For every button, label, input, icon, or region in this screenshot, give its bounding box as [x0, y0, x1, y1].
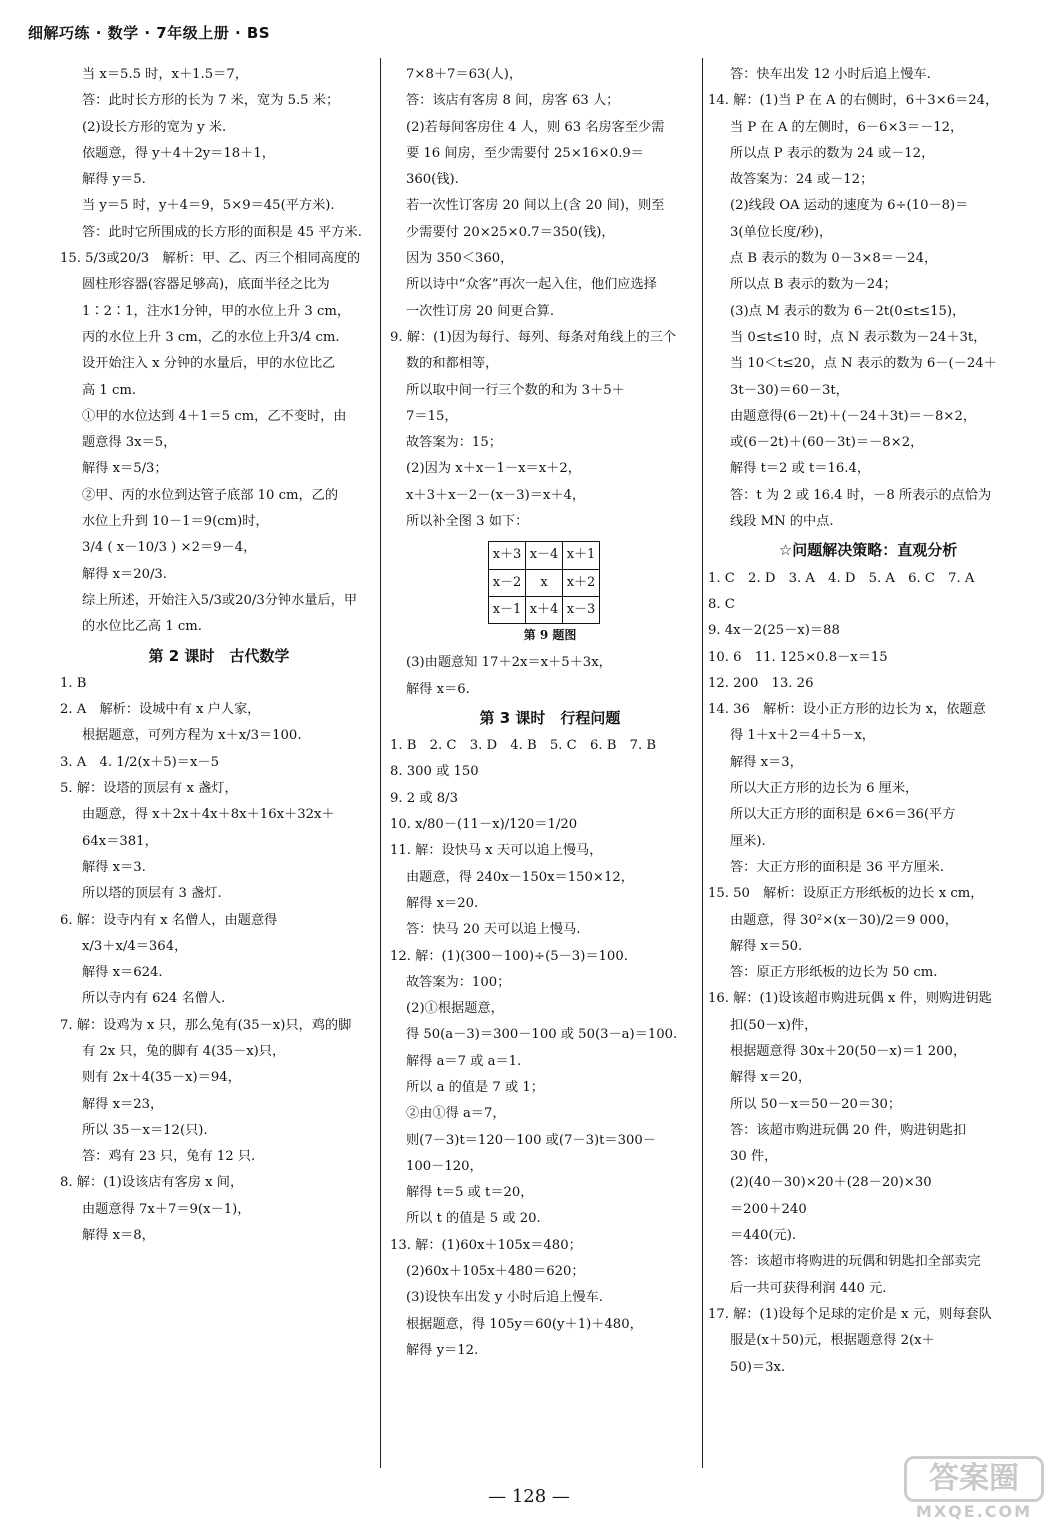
text-line: 所以 35－x＝12(只). [82, 1122, 208, 1138]
text-line: 答：大正方形的面积是 36 平方厘米. [730, 859, 944, 875]
col3-lines [708, 62, 1028, 535]
text-line: 1. B 2. C 3. D 4. B 5. C 6. B 7. B [390, 738, 657, 754]
text-line: (2)因为 x＋x－1－x＝x＋2， [406, 461, 581, 477]
text-line: 当 0≤t≤10 时，点 N 表示数为－24＋3t， [730, 329, 987, 345]
text-line: 题意得 3x＝5， [82, 435, 177, 451]
watermark-text: 答案圈 [904, 1456, 1044, 1502]
text-line: 厘米). [730, 833, 766, 849]
text-line: 要 16 间房，至少需要付 25×16×0.9＝ [406, 145, 644, 161]
text-line: 由题意得(6－2t)＋(－24＋3t)＝－8×2， [730, 408, 977, 424]
figure-caption: 第 9 题图 [523, 628, 577, 643]
text-line: 答：快车出发 12 小时后追上慢车. [730, 67, 931, 82]
text-line: 解得 t＝5 或 t＝20， [406, 1185, 534, 1201]
text-line: 由题意得 7x＋7＝9(x－1)， [82, 1201, 251, 1217]
text-line: 所以点 P 表示的数为 24 或－12， [730, 145, 935, 161]
text-line: 答：鸡有 23 只，兔有 12 只. [82, 1149, 256, 1165]
grid-row [489, 569, 600, 596]
text-line: 解得 x＝20/3. [82, 566, 167, 582]
text-line: 或(6－2t)＋(60－3t)＝－8×2， [730, 435, 924, 451]
col1-lines [60, 62, 378, 641]
text-line: (2)线段 OA 运动的速度为 6÷(10－8)＝ [730, 198, 969, 214]
text-line: 水位上升到 10－1＝9(cm)时， [82, 514, 269, 530]
column-divider [380, 58, 381, 1468]
text-line: 7＝15， [406, 408, 458, 424]
text-line: 360(钱). [406, 172, 459, 188]
text-line: 所以大正方形的边长为 6 厘米， [730, 781, 919, 797]
text-line: 圆柱形容器(容器足够高)，底面半径之比为 [82, 277, 330, 293]
text-line: 解得 x＝5/3； [82, 461, 168, 477]
text-line: 所以 50－x＝50－20＝30； [730, 1096, 902, 1112]
text-line: 所以诗中“众客”再次一起入住，他们应选择 [406, 277, 657, 293]
text-line: 解得 y＝5. [82, 172, 146, 188]
text-line: 10. 6 11. 125×0.8－x＝15 [708, 649, 888, 665]
grid-row [489, 596, 600, 623]
text-line: 所以寺内有 624 名僧人. [82, 991, 226, 1007]
text-line: ②甲、丙的水位到达管子底部 10 cm，乙的 [82, 487, 339, 503]
text-line: 解得 x＝20， [730, 1070, 812, 1086]
text-line: 扣(50－x)件， [730, 1017, 818, 1033]
text-line: 依题意，得 y＋4＋2y＝18＋1， [82, 145, 275, 161]
text-line: 后一共可获得利润 440 元. [730, 1280, 887, 1296]
text-line: 1∶2∶1，注水1分钟，甲的水位上升 3 cm， [82, 303, 351, 319]
text-line: 答：该超市将购进的玩偶和钥匙扣全部卖完 [730, 1254, 981, 1270]
col3b-lines [708, 566, 1028, 1381]
text-line: 12. 200 13. 26 [708, 675, 814, 691]
text-line: 50)＝3x. [730, 1359, 786, 1375]
text-line: 所以 a 的值是 7 或 1； [406, 1079, 544, 1095]
text-line: (2)若每间客房住 4 人，则 63 名房客至少需 [406, 119, 665, 135]
section-title-ancient-math: 第 2 课时 古代数学 [148, 646, 290, 665]
text-line: 所以点 B 表示的数为－24； [730, 277, 897, 293]
page-header: 细解巧练 · 数学 · 7年级上册 · BS [28, 24, 271, 42]
text-line: 根据题意，得 105y＝60(y＋1)＋480， [406, 1316, 643, 1332]
text-line: 答：此时它所围成的长方形的面积是 45 平方米. [82, 224, 362, 240]
text-line: 3(单位长度/秒)， [730, 224, 833, 240]
text-line: 当 y＝5 时，y＋4＝9，5×9＝45(平方米). [82, 198, 335, 214]
grid-cell: x [526, 569, 563, 596]
text-line: 根据题意，可列方程为 x＋x/3＝100. [82, 728, 302, 744]
text-line: 得 50(a－3)＝300－100 或 50(3－a)＝100. [406, 1027, 678, 1043]
text-line: 30 件， [730, 1149, 778, 1165]
text-line: 3t－30)＝60－3t， [730, 382, 849, 398]
text-line: 8. 300 或 150 [390, 764, 479, 780]
text-line: 8. C [708, 596, 735, 612]
text-line: x/3＋x/4＝364， [82, 938, 188, 954]
section-title-travel-problems: 第 3 课时 行程问题 [479, 708, 621, 727]
text-line: 少需要付 20×25×0.7＝350(钱)， [406, 224, 615, 240]
text-line: 13. 解：(1)60x＋105x＝480； [390, 1237, 582, 1253]
text-line: (3)由题意知 17＋2x＝x＋5＋3x， [406, 655, 612, 671]
text-line: 有 2x 只，兔的脚有 4(35－x)只， [82, 1043, 286, 1059]
text-line: 1. B [60, 675, 87, 691]
text-line: 11. 解：设快马 x 天可以追上慢马， [390, 843, 603, 859]
text-line: 答：该超市购进玩偶 20 件，购进钥匙扣 [730, 1122, 967, 1138]
text-line: 9. 4x－2(25－x)＝88 [708, 623, 840, 639]
text-line: 丙的水位上升 3 cm，乙的水位上升3/4 cm. [82, 329, 340, 345]
text-line: 综上所述，开始注入5/3或20/3分钟水量后，甲 [82, 592, 358, 608]
text-line: ①甲的水位达到 4＋1＝5 cm，乙不变时，由 [82, 408, 347, 424]
text-line: 17. 解：(1)设每个足球的定价是 x 元，则每套队 [708, 1306, 992, 1322]
text-line: 所以大正方形的面积是 6×6＝36(平方 [730, 807, 956, 823]
text-line: 64x＝381， [82, 833, 158, 849]
text-line: 答：t 为 2 或 16.4 时，－8 所表示的点恰为 [730, 487, 992, 503]
text-line: 9. 2 或 8/3 [390, 790, 458, 806]
text-line: 15. 50 解析：设原正方形纸板的边长 x cm， [708, 886, 984, 902]
text-line: 当 10＜t≤20，点 N 表示的数为 6－(－24＋ [730, 356, 997, 372]
text-line: 答：该店有客房 8 间，房客 63 人； [406, 93, 620, 109]
col2b-lines [390, 650, 710, 703]
column-2 [390, 62, 710, 1364]
text-line: 1. C 2. D 3. A 4. D 5. A 6. C 7. A [708, 570, 975, 586]
text-line: 3. A 4. 1/2(x＋5)＝x－5 [60, 754, 219, 770]
text-line: 解得 x＝20. [406, 895, 479, 911]
text-line: 10. x/80－(11－x)/120＝1/20 [390, 817, 578, 833]
grid-cell: x＋4 [526, 596, 563, 623]
grid-cell: x－1 [489, 596, 526, 623]
text-line: ＝200＋240 [730, 1201, 807, 1217]
text-line: 15. 5/3或20/3 解析：甲、乙、丙三个相同高度的 [60, 251, 361, 267]
text-line: 9. 解：(1)因为每行、每列、每条对角线上的三个 [390, 329, 677, 345]
text-line: 14. 解：(1)当 P 在 A 的右侧时，6＋3×6＝24， [708, 93, 999, 109]
text-line: 所以取中间一行三个数的和为 3＋5＋ [406, 382, 625, 398]
text-line: 则有 2x＋4(35－x)＝94， [82, 1070, 241, 1086]
text-line: 6. 解：设寺内有 x 名僧人，由题意得 [60, 912, 278, 928]
text-line: 由题意，得 x＋2x＋4x＋8x＋16x＋32x＋ [82, 807, 335, 823]
text-line: 解得 y＝12. [406, 1342, 479, 1358]
text-line: 答：此时长方形的长为 7 米，宽为 5.5 米； [82, 93, 340, 109]
text-line: 由题意，得 240x－150x＝150×12， [406, 869, 634, 885]
text-line: 解得 x＝3， [730, 754, 803, 770]
text-line: x＋3＋x－2－(x－3)＝x＋4， [406, 487, 586, 503]
text-line: 解得 x＝23， [82, 1096, 164, 1112]
text-line: (3)点 M 表示的数为 6－2t(0≤t≤15)， [730, 303, 966, 319]
text-line: 答：原正方形纸板的边长为 50 cm. [730, 965, 938, 981]
grid-cell: x－2 [489, 569, 526, 596]
text-line: 服是(x＋50)元，根据题意得 2(x＋ [730, 1333, 935, 1349]
text-line: 答：快马 20 天可以追上慢马. [406, 922, 581, 938]
column-1 [60, 62, 378, 1249]
watermark-logo [904, 1456, 1044, 1526]
text-line: 5. 解：设塔的顶层有 x 盏灯， [60, 781, 238, 797]
text-line: 解得 x＝624. [82, 965, 163, 981]
text-line: 所以补全图 3 如下： [406, 514, 529, 530]
col1b-lines [60, 671, 378, 1250]
text-line: 解得 x＝50. [730, 938, 803, 954]
text-line: 设开始注入 x 分钟的水量后，甲的水位比乙 [82, 356, 336, 372]
column-3 [708, 62, 1028, 1381]
text-line: 故答案为：24 或－12； [730, 172, 874, 188]
text-line: 点 B 表示的数为 0－3×8＝－24， [730, 251, 938, 267]
grid-row [489, 542, 600, 569]
text-line: 由题意，得 30²×(x－30)/2＝9 000， [730, 912, 958, 928]
text-line: (2)①根据题意， [406, 1001, 504, 1017]
text-line: 解得 a＝7 或 a＝1. [406, 1053, 522, 1069]
text-line: 当 P 在 A 的左侧时，6－6×3＝－12， [730, 119, 964, 135]
text-line: 16. 解：(1)设该超市购进玩偶 x 件，则购进钥匙 [708, 991, 992, 1007]
text-line: 所以塔的顶层有 3 盏灯. [82, 886, 222, 902]
grid-cell: x－4 [526, 542, 563, 569]
text-line: 根据题意得 30x＋20(50－x)＝1 200， [730, 1043, 967, 1059]
text-line: 解得 x＝3. [82, 859, 146, 875]
text-line: (2)(40－30)×20＋(28－20)×30 [730, 1175, 932, 1191]
text-line: 则(7－3)t＝120－100 或(7－3)t＝300－ [406, 1132, 656, 1148]
grid-cell: x＋1 [563, 542, 600, 569]
text-line: 得 1＋x＋2＝4＋5－x， [730, 728, 875, 744]
text-line: (3)设快车出发 y 小时后追上慢车. [406, 1290, 603, 1306]
text-line: 因为 350＜360， [406, 251, 514, 267]
text-line: 解得 x＝8， [82, 1228, 155, 1244]
watermark-url: MXQE.COM [915, 1502, 1033, 1521]
text-line: 所以 t 的值是 5 或 20. [406, 1211, 541, 1227]
col2c-lines [390, 733, 710, 1364]
text-line: (2)60x＋105x＋480＝620； [406, 1264, 585, 1280]
text-line: 当 x＝5.5 时，x＋1.5＝7， [82, 67, 248, 82]
text-line: 故答案为：100； [406, 974, 511, 990]
text-line: 数的和都相等， [406, 356, 499, 372]
text-line: (2)设长方形的宽为 y 米. [82, 119, 227, 135]
text-line: 7×8＋7＝63(人)， [406, 67, 523, 82]
text-line: 7. 解：设鸡为 x 只，那么兔有(35－x)只，鸡的脚 [60, 1017, 352, 1033]
text-line: 高 1 cm. [82, 382, 137, 398]
grid-cell: x＋2 [563, 569, 600, 596]
text-line: 100－120， [406, 1158, 483, 1174]
text-line: ②由①得 a＝7， [406, 1106, 506, 1122]
text-line: 故答案为：15； [406, 435, 502, 451]
text-line: 14. 36 解析：设小正方形的边长为 x，依题意 [708, 702, 986, 718]
text-line: 8. 解：(1)设该店有客房 x 间， [60, 1175, 244, 1191]
text-line: 解得 x＝6. [406, 681, 470, 697]
text-line: 一次性订房 20 间更合算. [406, 303, 555, 319]
text-line: ＝440(元). [730, 1228, 797, 1244]
text-line: 3/4 ( x－10/3 ) ×2＝9－4， [82, 540, 257, 556]
text-line: 的水位比乙高 1 cm. [82, 619, 202, 635]
text-line: 解得 t＝2 或 t＝16.4， [730, 461, 871, 477]
section-title-strategy: ☆问题解决策略：直观分析 [778, 541, 958, 560]
col2-lines [390, 62, 710, 535]
grid-cell: x＋3 [489, 542, 526, 569]
magic-square-figure [488, 541, 600, 624]
grid-cell: x－3 [563, 596, 600, 623]
text-line: 2. A 解析：设城中有 x 户人家， [60, 702, 261, 718]
text-line: 12. 解：(1)(300－100)÷(5－3)＝100. [390, 948, 628, 964]
page-number: — 128 — [488, 1486, 570, 1507]
text-line: 若一次性订客房 20 间以上(含 20 间)，则至 [406, 198, 665, 214]
text-line: 线段 MN 的中点. [730, 514, 834, 530]
